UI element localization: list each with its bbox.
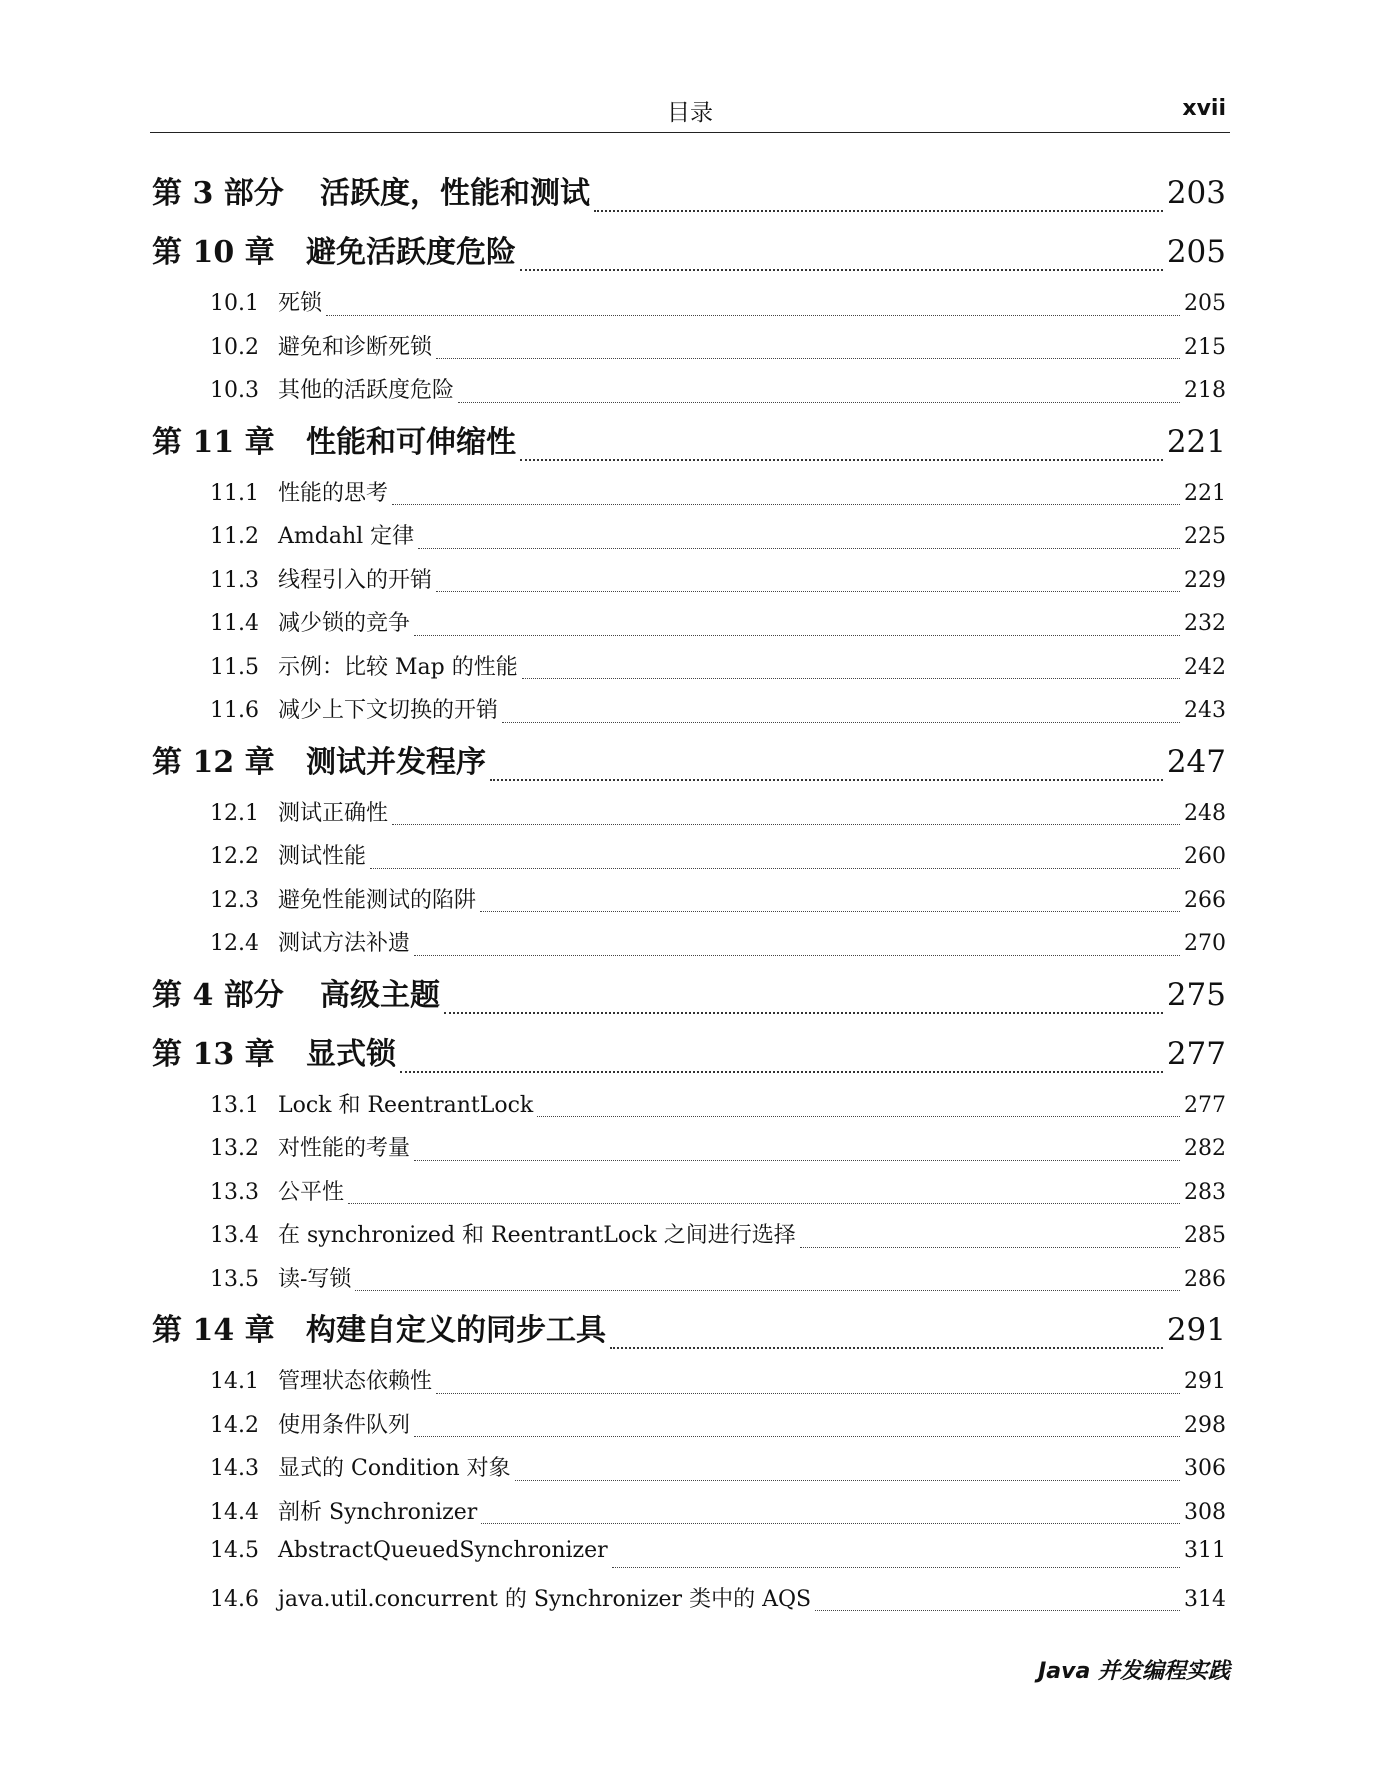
toc-entry-label — [210, 1262, 351, 1293]
toc-entry-title: 减少锁的竞争 — [278, 611, 411, 636]
dot-leader — [392, 824, 1180, 825]
toc-entry-title: 性能和可伸缩性 — [306, 424, 516, 460]
toc-entry-number: 14.4 — [210, 1499, 259, 1525]
toc-entry-title: 减少上下文切换的开销 — [278, 698, 499, 723]
toc-entry-page: 275 — [1166, 976, 1226, 1013]
dot-leader — [458, 402, 1180, 403]
toc-chapter-entry — [152, 219, 1226, 278]
toc-entry-title: 避免活跃度危险 — [306, 235, 516, 270]
toc-entry-number: 14.3 — [210, 1456, 259, 1481]
dot-leader — [594, 210, 1163, 212]
toc-entry-title: 高级主题 — [320, 977, 440, 1013]
toc-entry-page: 314 — [1184, 1586, 1226, 1612]
toc-entry-number: 13.3 — [210, 1179, 259, 1205]
toc-entry-label — [210, 1175, 344, 1206]
table-of-contents — [152, 160, 1226, 1617]
toc-entry-title: 对性能的考量 — [278, 1136, 411, 1161]
toc-part-entry — [152, 962, 1226, 1021]
toc-entry-page: 286 — [1184, 1266, 1226, 1292]
toc-section-entry — [152, 555, 1226, 599]
footer-book-title: Java 并发编程实践 — [1038, 1659, 1230, 1684]
toc-entry-number: 11.3 — [210, 567, 259, 593]
toc-entry-label — [210, 1495, 477, 1526]
dot-leader — [537, 1116, 1180, 1117]
dot-leader — [490, 779, 1163, 781]
toc-entry-number: 第 14 章 — [152, 1313, 275, 1348]
dot-leader — [522, 678, 1180, 679]
dot-leader — [515, 1480, 1180, 1481]
dot-leader — [418, 548, 1180, 549]
toc-entry-page: 277 — [1184, 1092, 1226, 1118]
header-title: 目录 — [667, 100, 713, 126]
toc-entry-number: 10.1 — [210, 291, 259, 316]
dot-leader — [414, 635, 1180, 636]
toc-entry-page: 218 — [1184, 378, 1226, 403]
toc-entry-page: 229 — [1184, 567, 1226, 593]
toc-entry-page: 225 — [1184, 524, 1226, 549]
toc-entry-number: 14.2 — [210, 1412, 259, 1438]
toc-entry-label — [210, 476, 388, 507]
toc-entry-title: Lock 和 ReentrantLock — [278, 1092, 534, 1118]
toc-section-entry — [152, 1254, 1226, 1298]
toc-entry-label — [210, 1451, 511, 1482]
toc-entry-number: 第 11 章 — [152, 424, 275, 460]
toc-entry-page: 311 — [1184, 1538, 1226, 1563]
toc-entry-number: 12.4 — [210, 931, 259, 956]
toc-entry-page: 266 — [1184, 887, 1226, 913]
toc-entry-number: 11.1 — [210, 480, 259, 506]
toc-entry-number: 12.2 — [210, 844, 259, 869]
toc-entry-page: 291 — [1184, 1369, 1226, 1394]
toc-entry-page: 291 — [1166, 1312, 1226, 1348]
toc-entry-title: 测试方法补遗 — [278, 931, 411, 956]
toc-section-entry — [152, 1443, 1226, 1487]
dot-leader — [414, 1436, 1180, 1437]
toc-entry-page: 242 — [1184, 654, 1226, 680]
toc-entry-label — [210, 519, 414, 550]
toc-section-entry — [152, 511, 1226, 555]
toc-section-entry — [152, 1400, 1226, 1444]
toc-entry-title: 读-写锁 — [278, 1266, 352, 1292]
toc-entry-label — [210, 286, 322, 317]
toc-entry-page: 215 — [1184, 334, 1226, 360]
toc-entry-label — [210, 606, 410, 637]
toc-entry-page: 205 — [1184, 291, 1226, 316]
dot-leader — [610, 1347, 1163, 1349]
toc-section-entry — [152, 365, 1226, 409]
toc-chapter-entry — [152, 1297, 1226, 1356]
toc-entry-label — [210, 1131, 410, 1162]
toc-entry-number: 10.3 — [210, 378, 259, 403]
toc-entry-label — [152, 227, 516, 271]
header-page-number: xvii — [1182, 96, 1226, 121]
dot-leader — [436, 358, 1180, 359]
toc-entry-page: 270 — [1184, 931, 1226, 956]
toc-section-entry — [152, 1167, 1226, 1211]
toc-entry-page: 306 — [1184, 1456, 1226, 1481]
toc-section-entry — [152, 468, 1226, 512]
dot-leader — [815, 1610, 1180, 1611]
toc-section-entry — [152, 1210, 1226, 1254]
toc-entry-number: 14.1 — [210, 1369, 259, 1394]
toc-entry-title: 管理状态依赖性 — [278, 1369, 433, 1394]
toc-section-entry — [152, 642, 1226, 686]
dot-leader — [414, 1160, 1180, 1161]
toc-chapter-entry — [152, 409, 1226, 468]
toc-entry-number: 11.4 — [210, 611, 259, 636]
toc-section-entry — [152, 1487, 1226, 1531]
dot-leader — [436, 1393, 1180, 1394]
toc-entry-number: 第 12 章 — [152, 744, 275, 780]
dot-leader — [480, 911, 1180, 912]
dot-leader — [370, 868, 1180, 869]
toc-entry-number: 第 10 章 — [152, 235, 275, 270]
toc-entry-title: 测试正确性 — [278, 800, 389, 826]
toc-section-entry — [152, 1080, 1226, 1124]
toc-entry-number: 11.5 — [210, 654, 259, 680]
dot-leader — [414, 955, 1180, 956]
toc-entry-title: 死锁 — [278, 291, 323, 316]
toc-part-entry — [152, 160, 1226, 219]
toc-entry-title: 示例：比较 Map 的性能 — [278, 654, 518, 680]
toc-entry-label — [152, 1029, 396, 1073]
dot-leader — [326, 315, 1180, 316]
toc-chapter-entry — [152, 1021, 1226, 1080]
toc-entry-number: 10.2 — [210, 334, 259, 360]
toc-section-entry — [152, 1356, 1226, 1400]
toc-section-entry — [152, 875, 1226, 919]
toc-entry-number: 14.6 — [210, 1586, 259, 1612]
toc-entry-title: 线程引入的开销 — [278, 567, 433, 593]
toc-entry-number: 11.2 — [210, 524, 259, 549]
toc-entry-label — [210, 1364, 432, 1395]
toc-entry-label — [210, 650, 518, 681]
toc-entry-title: 在 synchronized 和 ReentrantLock 之间进行选择 — [278, 1223, 796, 1248]
toc-entry-title: 避免性能测试的陷阱 — [278, 887, 477, 913]
dot-leader — [520, 459, 1163, 461]
toc-section-entry — [152, 322, 1226, 366]
dot-leader — [481, 1523, 1180, 1524]
toc-entry-page: 285 — [1184, 1223, 1226, 1248]
toc-entry-number: 11.6 — [210, 698, 259, 723]
toc-entry-label — [210, 373, 454, 404]
toc-section-entry — [152, 831, 1226, 875]
toc-entry-number: 13.5 — [210, 1266, 259, 1292]
toc-entry-title: 构建自定义的同步工具 — [306, 1313, 606, 1348]
toc-entry-label — [210, 563, 432, 594]
dot-leader — [444, 1012, 1163, 1014]
toc-entry-title: java.util.concurrent 的 Synchronizer 类中的 AQS — [278, 1586, 812, 1612]
toc-entry-number: 13.2 — [210, 1136, 259, 1161]
toc-entry-page: 221 — [1166, 423, 1226, 460]
toc-entry-page: 298 — [1184, 1412, 1226, 1438]
toc-entry-label — [210, 883, 476, 914]
toc-entry-label — [210, 1088, 533, 1119]
toc-entry-label — [152, 737, 486, 781]
toc-entry-label — [152, 1305, 606, 1349]
toc-entry-page: 248 — [1184, 800, 1226, 826]
toc-entry-label — [210, 693, 498, 724]
dot-leader — [612, 1567, 1180, 1568]
toc-entry-page: 221 — [1184, 480, 1226, 506]
toc-entry-page: 308 — [1184, 1499, 1226, 1525]
toc-section-entry — [152, 598, 1226, 642]
toc-section-entry — [152, 278, 1226, 322]
toc-section-entry — [152, 1574, 1226, 1618]
toc-entry-page: 243 — [1184, 698, 1226, 723]
toc-entry-title: 避免和诊断死锁 — [278, 334, 433, 360]
toc-entry-label — [210, 1408, 410, 1439]
dot-leader — [520, 269, 1163, 271]
toc-entry-page: 205 — [1166, 234, 1226, 270]
toc-section-entry — [152, 685, 1226, 729]
toc-entry-title: AbstractQueuedSynchronizer — [278, 1538, 608, 1563]
dot-leader — [348, 1203, 1180, 1204]
toc-entry-label — [152, 970, 440, 1014]
toc-entry-title: 活跃度，性能和测试 — [320, 176, 590, 211]
toc-entry-label — [210, 1538, 608, 1563]
toc-entry-number: 13.4 — [210, 1223, 259, 1248]
toc-entry-label — [210, 839, 366, 870]
toc-entry-title: 其他的活跃度危险 — [278, 378, 455, 403]
toc-entry-number: 12.3 — [210, 887, 259, 913]
toc-entry-title: 测试性能 — [278, 844, 367, 869]
toc-entry-number: 13.1 — [210, 1092, 259, 1118]
toc-entry-number: 第 4 部分 — [152, 977, 284, 1013]
toc-section-entry — [152, 788, 1226, 832]
toc-entry-label — [210, 1218, 796, 1249]
toc-entry-title: 显式的 Condition 对象 — [278, 1456, 511, 1481]
dot-leader — [355, 1290, 1180, 1291]
toc-entry-page: 283 — [1184, 1179, 1226, 1205]
toc-chapter-entry — [152, 729, 1226, 788]
running-header — [150, 92, 1230, 133]
dot-leader — [392, 504, 1180, 505]
dot-leader — [436, 591, 1180, 592]
toc-entry-label — [210, 926, 410, 957]
dot-leader — [400, 1071, 1163, 1073]
toc-entry-page: 260 — [1184, 844, 1226, 869]
dot-leader — [800, 1247, 1180, 1248]
toc-entry-page: 282 — [1184, 1136, 1226, 1161]
toc-entry-title: Amdahl 定律 — [278, 524, 415, 549]
toc-section-entry — [152, 1123, 1226, 1167]
toc-entry-title: 显式锁 — [306, 1036, 396, 1072]
toc-entry-page: 203 — [1166, 175, 1226, 211]
toc-entry-label — [152, 417, 516, 461]
toc-entry-page: 247 — [1166, 743, 1226, 780]
toc-section-entry — [152, 1530, 1226, 1574]
toc-entry-label — [152, 168, 590, 212]
toc-entry-page: 232 — [1184, 611, 1226, 636]
dot-leader — [502, 722, 1180, 723]
toc-entry-label — [210, 1582, 811, 1613]
toc-entry-label — [210, 796, 388, 827]
toc-entry-label — [210, 330, 432, 361]
toc-entry-title: 公平性 — [278, 1179, 345, 1205]
toc-entry-title: 剖析 Synchronizer — [278, 1499, 478, 1525]
toc-entry-page: 277 — [1166, 1035, 1226, 1072]
toc-entry-number: 第 13 章 — [152, 1036, 275, 1072]
toc-section-entry — [152, 918, 1226, 962]
toc-entry-number: 14.5 — [210, 1538, 259, 1563]
toc-entry-title: 性能的思考 — [278, 480, 389, 506]
toc-entry-title: 测试并发程序 — [306, 744, 486, 780]
toc-entry-title: 使用条件队列 — [278, 1412, 411, 1438]
toc-entry-number: 12.1 — [210, 800, 259, 826]
toc-entry-number: 第 3 部分 — [152, 176, 284, 211]
